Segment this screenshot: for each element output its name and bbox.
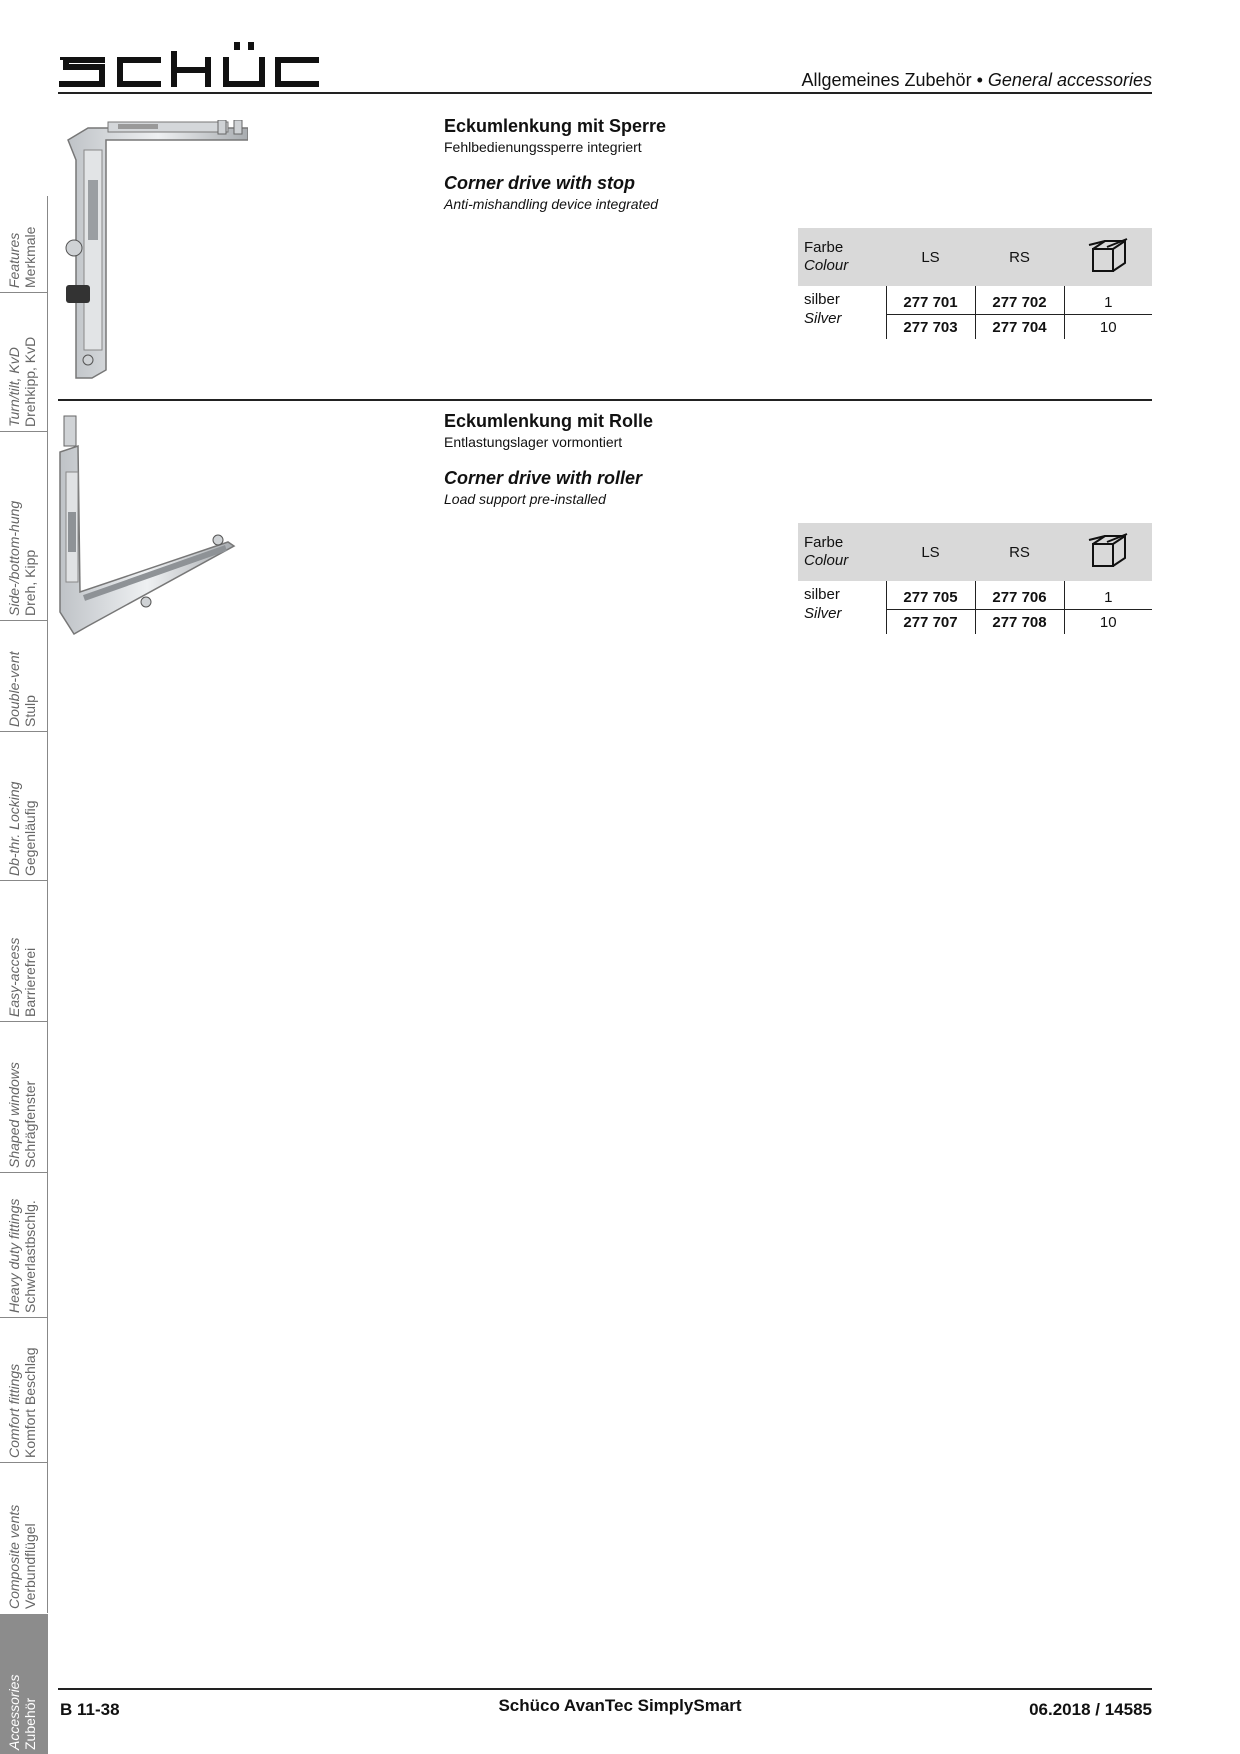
rs-header: RS	[1009, 543, 1030, 561]
product-1-subtitle-en: Anti-mishandling device integrated	[444, 196, 659, 212]
schueco-logo	[58, 40, 320, 88]
product-line: Schüco AvanTec SimplySmart	[498, 1696, 742, 1715]
colour-cell: silber Silver	[804, 586, 842, 622]
sidebar-tab-comfort-fittings[interactable]: Comfort fittings Komfort Beschlag	[0, 1318, 48, 1462]
product-2-table	[798, 523, 1152, 634]
rs-header: RS	[1009, 248, 1030, 266]
corner-drive-with-stop-image	[58, 120, 248, 382]
footer-rule	[58, 1688, 1152, 1690]
section-title-de: Allgemeines Zubehör	[801, 70, 972, 90]
sidebar-tab-accessories[interactable]: Accessories Zubehör	[0, 1614, 48, 1754]
product-1-title-de: Eckumlenkung mit Sperre	[444, 116, 667, 136]
table-row	[798, 581, 1152, 610]
product-2-title-de: Eckumlenkung mit Rolle	[444, 411, 654, 431]
product-2-subtitle-de: Entlastungslager vormontiert	[444, 434, 623, 450]
sidebar-tab-features[interactable]: Features Merkmale	[0, 196, 48, 292]
pack-quantity: 1	[1064, 581, 1152, 610]
ls-header: LS	[921, 248, 940, 266]
section-divider	[58, 399, 1152, 401]
section-separator: •	[976, 70, 983, 90]
product-2-title-en: Corner drive with roller	[444, 468, 643, 488]
rs-article-number: 277 702	[975, 286, 1064, 315]
page-number: B 11-38	[60, 1700, 120, 1719]
product-1-title-en: Corner drive with stop	[444, 173, 636, 193]
sidebar-tab-shaped-windows[interactable]: Shaped windows Schrägfenster	[0, 1022, 48, 1172]
pack-quantity: 1	[1064, 286, 1152, 315]
ls-article-number: 277 707	[886, 610, 975, 635]
sidebar-tab-turn-tilt[interactable]: Turn/tilt, KvD Drehkipp, KvD	[0, 293, 48, 431]
corner-drive-with-roller-image	[58, 412, 238, 640]
ls-header: LS	[921, 543, 940, 561]
sidebar-tab-heavy-duty[interactable]: Heavy duty fittings Schwerlastbschlg.	[0, 1173, 48, 1317]
ls-article-number: 277 701	[886, 286, 975, 315]
page-section-header	[801, 70, 1152, 91]
package-box-icon	[1064, 523, 1152, 581]
table-row	[798, 286, 1152, 315]
colour-header: Farbe Colour	[804, 239, 849, 274]
sidebar-tab-db-thr-locking[interactable]: Db-thr. Locking Gegenläufig	[0, 732, 48, 880]
product-2-subtitle-en: Load support pre-installed	[444, 491, 606, 507]
rs-article-number: 277 706	[975, 581, 1064, 610]
header-rule	[58, 92, 1152, 94]
rs-article-number: 277 704	[975, 315, 1064, 340]
product-1-table	[798, 228, 1152, 339]
rs-article-number: 277 708	[975, 610, 1064, 635]
colour-header: Farbe Colour	[804, 534, 849, 569]
product-1-description	[444, 116, 666, 212]
section-title-en: General accessories	[987, 70, 1152, 90]
ls-article-number: 277 703	[886, 315, 975, 340]
sidebar-tab-easy-access[interactable]: Easy-access Barrierefrei	[0, 881, 48, 1021]
product-2-description	[444, 411, 653, 507]
product-1-subtitle-de: Fehlbedienungssperre integriert	[444, 139, 642, 155]
ls-article-number: 277 705	[886, 581, 975, 610]
sidebar-tab-side-bottom-hung[interactable]: Side-/bottom-hung Dreh, Kipp	[0, 432, 48, 620]
edition-code: 06.2018 / 14585	[1029, 1700, 1152, 1719]
sidebar-tab-composite-vents[interactable]: Composite vents Verbundflügel	[0, 1463, 48, 1613]
package-box-icon	[1064, 228, 1152, 286]
table-header-row	[798, 523, 1152, 581]
pack-quantity: 10	[1064, 610, 1152, 635]
colour-cell: silber Silver	[804, 291, 842, 327]
sidebar-tab-double-vent[interactable]: Double-vent Stulp	[0, 621, 48, 731]
table-header-row	[798, 228, 1152, 286]
pack-quantity: 10	[1064, 315, 1152, 340]
